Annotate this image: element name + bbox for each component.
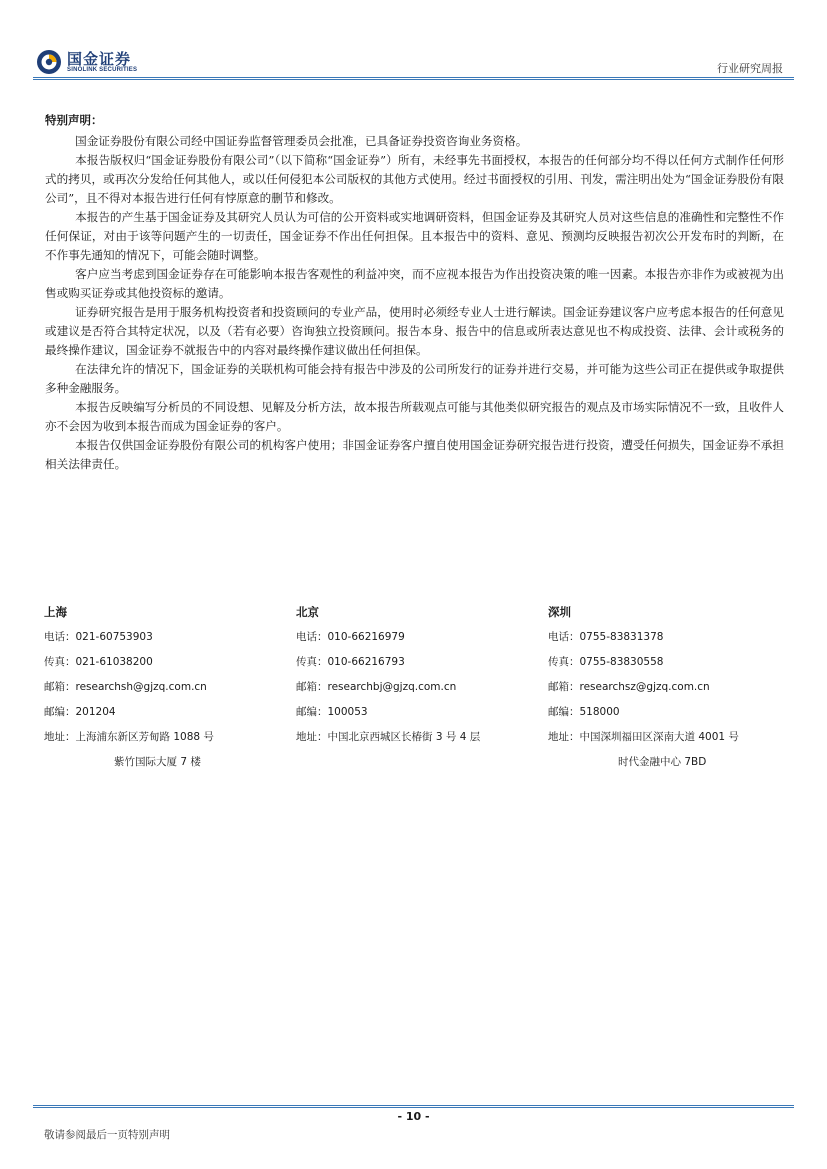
office-fax	[44, 654, 284, 679]
phone-label: 电话：	[296, 631, 328, 643]
office-address	[548, 729, 788, 754]
footer-disclaimer-note: 敬请参阅最后一页特别声明	[44, 1129, 170, 1141]
statement-paragraph: 本报告反映编写分析员的不同设想、见解及分析方法，故本报告所载观点可能与其他类似研究报告的观点及市场实际情况不一致，且收件人亦不会因为收到本报告而成为国金证券的客户。	[45, 400, 784, 433]
email-label: 邮箱：	[548, 681, 580, 693]
fax-label: 传真：	[296, 656, 328, 668]
special-statement	[45, 111, 784, 474]
statement-paragraph: 本报告版权归“国金证券股份有限公司”（以下简称“国金证券”）所有，未经事先书面授权，本报告的任何部分均不得以任何方式制作任何形式的拷贝，或再次分发给任何其他人，或以任何侵犯本公司版权的其他方式使用。经过书面授权的引用、刊发，需注明出处为“国金证券股份有限公司”，且不得对本报告进行任何有悖原意的删节和修改。	[45, 153, 784, 205]
fax-label: 传真：	[548, 656, 580, 668]
header-divider	[33, 77, 794, 80]
office-phone	[548, 629, 788, 654]
statement-paragraph: 国金证券股份有限公司经中国证券监督管理委员会批准，已具备证券投资咨询业务资格。	[75, 134, 528, 148]
footer-divider	[33, 1105, 794, 1108]
statement-title: 特别声明：	[45, 113, 103, 127]
company-logo	[36, 48, 154, 76]
zip-label: 邮编：	[548, 706, 580, 718]
address-value: 中国深圳福田区深南大道 4001 号	[579, 731, 739, 743]
office-city: 北京	[296, 605, 319, 619]
email-label: 邮箱：	[44, 681, 76, 693]
office-email	[296, 679, 536, 704]
fax-value: 010-66216793	[327, 656, 405, 668]
zip-label: 邮编：	[296, 706, 328, 718]
office-beijing	[296, 604, 536, 754]
office-fax	[548, 654, 788, 679]
office-contacts	[44, 604, 784, 784]
address-value: 上海浦东新区芳甸路 1088 号	[75, 731, 214, 743]
office-shenzhen	[548, 604, 788, 774]
office-address-line2: 紫竹国际大厦 7 楼	[114, 756, 201, 768]
report-type-label: 行业研究周报	[717, 62, 783, 75]
address-label: 地址：	[548, 731, 580, 743]
office-shanghai	[44, 604, 284, 774]
office-zip	[548, 704, 788, 729]
email-value[interactable]: researchsz@gjzq.com.cn	[579, 681, 710, 693]
zip-value: 518000	[579, 706, 620, 718]
statement-paragraph: 在法律允许的情况下，国金证券的关联机构可能会持有报告中涉及的公司所发行的证券并进行交易，并可能为这些公司正在提供或争取提供多种金融服务。	[45, 362, 784, 395]
statement-paragraph: 本报告的产生基于国金证券及其研究人员认为可信的公开资料或实地调研资料，但国金证券及其研究人员对这些信息的准确性和完整性不作任何保证，对由于该等问题产生的一切责任，国金证券不作出任何担保。且本报告中的资料、意见、预测均反映报告初次公开发布时的判断，在不作事先通知的情况下，可能会随时调整。	[45, 210, 784, 262]
page-number: - 10 -	[397, 1110, 430, 1123]
sinolink-logo-icon	[36, 49, 62, 75]
statement-paragraph: 客户应当考虑到国金证券存在可能影响本报告客观性的利益冲突，而不应视本报告为作出投资决策的唯一因素。本报告亦非作为或被视为出售或购买证券或其他投资标的邀请。	[45, 267, 784, 300]
office-fax	[296, 654, 536, 679]
office-email	[548, 679, 788, 704]
fax-value: 0755-83830558	[579, 656, 664, 668]
zip-value: 201204	[75, 706, 116, 718]
office-city: 上海	[44, 605, 67, 619]
zip-label: 邮编：	[44, 706, 76, 718]
zip-value: 100053	[327, 706, 368, 718]
office-address	[44, 729, 284, 754]
address-value: 中国北京西城区长椿街 3 号 4 层	[327, 731, 481, 743]
office-zip	[296, 704, 536, 729]
phone-label: 电话：	[44, 631, 76, 643]
phone-value: 021-60753903	[75, 631, 153, 643]
office-address	[296, 729, 536, 754]
statement-paragraph: 证券研究报告是用于服务机构投资者和投资顾问的专业产品，使用时必须经专业人士进行解读。国金证券建议客户应考虑本报告的任何意见或建议是否符合其特定状况，以及（若有必要）咨询独立投资顾问。报告本身、报告中的信息或所表达意见也不构成投资、法律、会计或税务的最终操作建议，国金证券不就报告中的内容对最终操作建议做出任何担保。	[45, 305, 784, 357]
email-value[interactable]: researchsh@gjzq.com.cn	[75, 681, 207, 693]
address-label: 地址：	[296, 731, 328, 743]
phone-label: 电话：	[548, 631, 580, 643]
address-label: 地址：	[44, 731, 76, 743]
email-value[interactable]: researchbj@gjzq.com.cn	[327, 681, 457, 693]
office-city: 深圳	[548, 605, 571, 619]
office-email	[44, 679, 284, 704]
statement-paragraph: 本报告仅供国金证券股份有限公司的机构客户使用；非国金证券客户擅自使用国金证券研究报告进行投资，遭受任何损失，国金证券不承担相关法律责任。	[45, 438, 784, 471]
office-zip	[44, 704, 284, 729]
fax-label: 传真：	[44, 656, 76, 668]
office-phone	[296, 629, 536, 654]
fax-value: 021-61038200	[75, 656, 153, 668]
logo-chinese-name: 国金证券	[67, 50, 132, 68]
phone-value: 010-66216979	[327, 631, 405, 643]
office-address-line2: 时代金融中心 7BD	[618, 756, 707, 768]
logo-english-name: SINOLINK SECURITIES	[67, 67, 138, 73]
phone-value: 0755-83831378	[579, 631, 664, 643]
email-label: 邮箱：	[296, 681, 328, 693]
office-phone	[44, 629, 284, 654]
